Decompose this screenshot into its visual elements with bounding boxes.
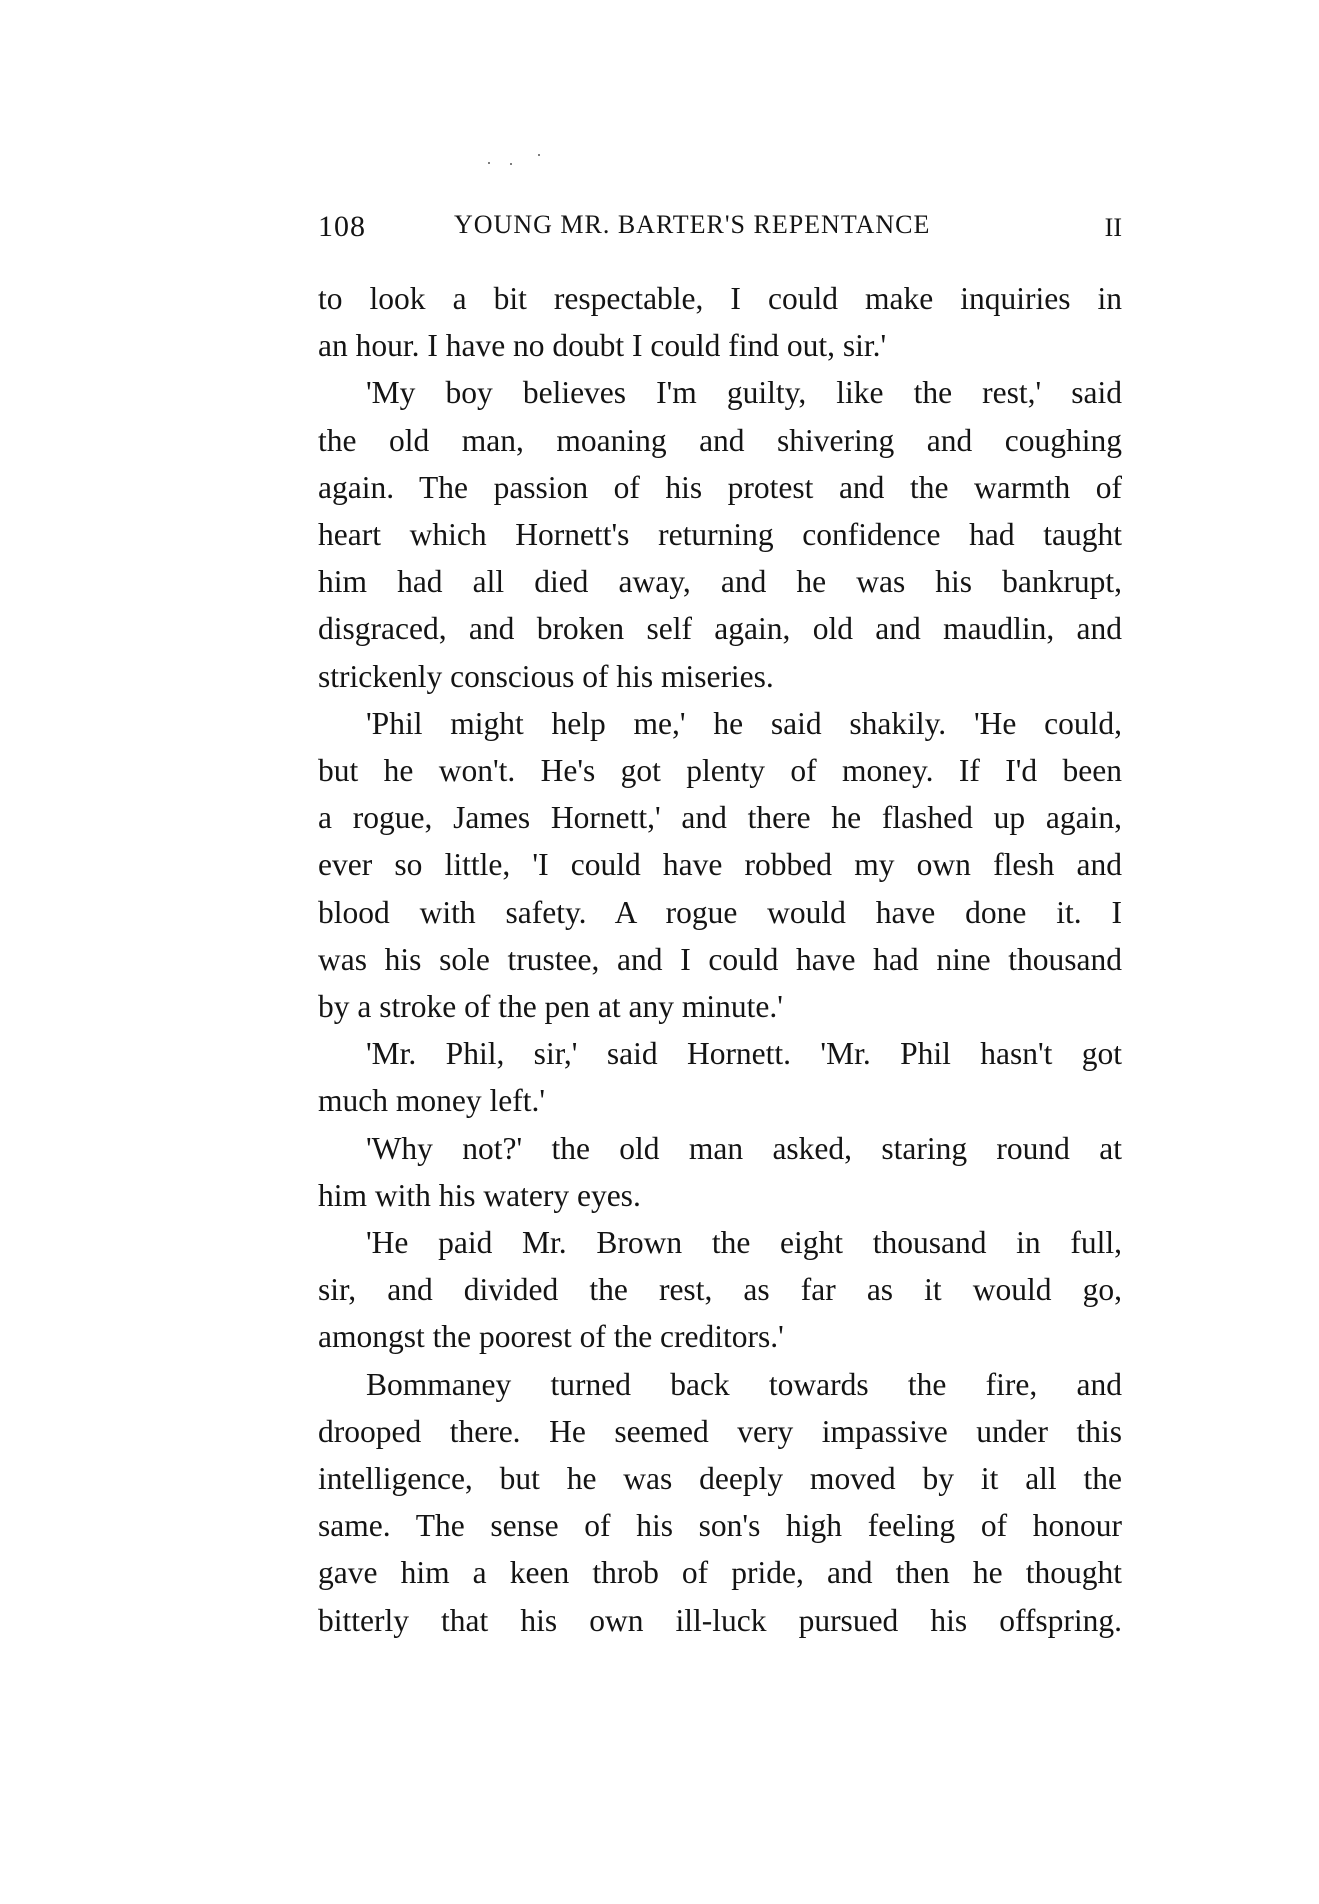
text-line: Bommaney turned back towards the fire, and [366,1366,1122,1402]
text-line: 'My boy believes I'm guilty, like the rest,' said [366,375,1122,411]
text-line: disgraced, and broken self again, old and maudlin, and [318,611,1122,647]
text-line: 'Phil might help me,' he said shakily. 'He could, [366,705,1122,741]
text-line: strickenly conscious of his miseries. [318,658,774,694]
text-line: but he won't. He's got plenty of money. If I'd been [318,753,1122,789]
text-line: bitterly that his own ill-luck pursued his offspring. [318,1602,1122,1638]
text-line: by a stroke of the pen at any minute.' [318,989,783,1025]
text-line: gave him a keen throb of pride, and then he thought [318,1555,1122,1591]
text-line: was his sole trustee, and I could have had nine thousand [318,941,1122,977]
text-line: him with his watery eyes. [318,1177,641,1213]
section-mark: II [1104,213,1122,242]
body-text [318,275,1122,1644]
running-title: YOUNG MR. BARTER'S REPENTANCE [454,210,931,239]
text-line: to look a bit respectable, I could make inquiries in [318,281,1122,316]
text-line: again. The passion of his protest and the warmth of [318,469,1122,505]
page-number: 108 [318,210,366,243]
text-line: ever so little, 'I could have robbed my own flesh and [318,847,1122,883]
text-line: an hour. I have no doubt I could find out, sir.' [318,328,887,364]
text-line: a rogue, James Hornett,' and there he flashed up again, [318,800,1122,836]
text-line: 'He paid Mr. Brown the eight thousand in full, [366,1225,1122,1261]
text-line: same. The sense of his son's high feeling of honour [318,1508,1122,1544]
text-line: much money left.' [318,1083,545,1119]
text-line: amongst the poorest of the creditors.' [318,1319,784,1355]
text-line: intelligence, but he was deeply moved by it all the [318,1461,1122,1497]
text-line: drooped there. He seemed very impassive under this [318,1413,1122,1449]
text-line: the old man, moaning and shivering and coughing [318,422,1122,458]
text-line: heart which Hornett's returning confidence had taught [318,517,1122,553]
text-line: him had all died away, and he was his bankrupt, [318,564,1122,600]
text-line: 'Mr. Phil, sir,' said Hornett. 'Mr. Phil hasn't got [366,1036,1122,1072]
text-line: blood with safety. A rogue would have done it. I [318,894,1122,930]
text-line: sir, and divided the rest, as far as it would go, [318,1272,1122,1308]
text-line: 'Why not?' the old man asked, staring round at [366,1130,1122,1166]
running-header [318,210,1122,250]
print-specks [480,150,550,170]
